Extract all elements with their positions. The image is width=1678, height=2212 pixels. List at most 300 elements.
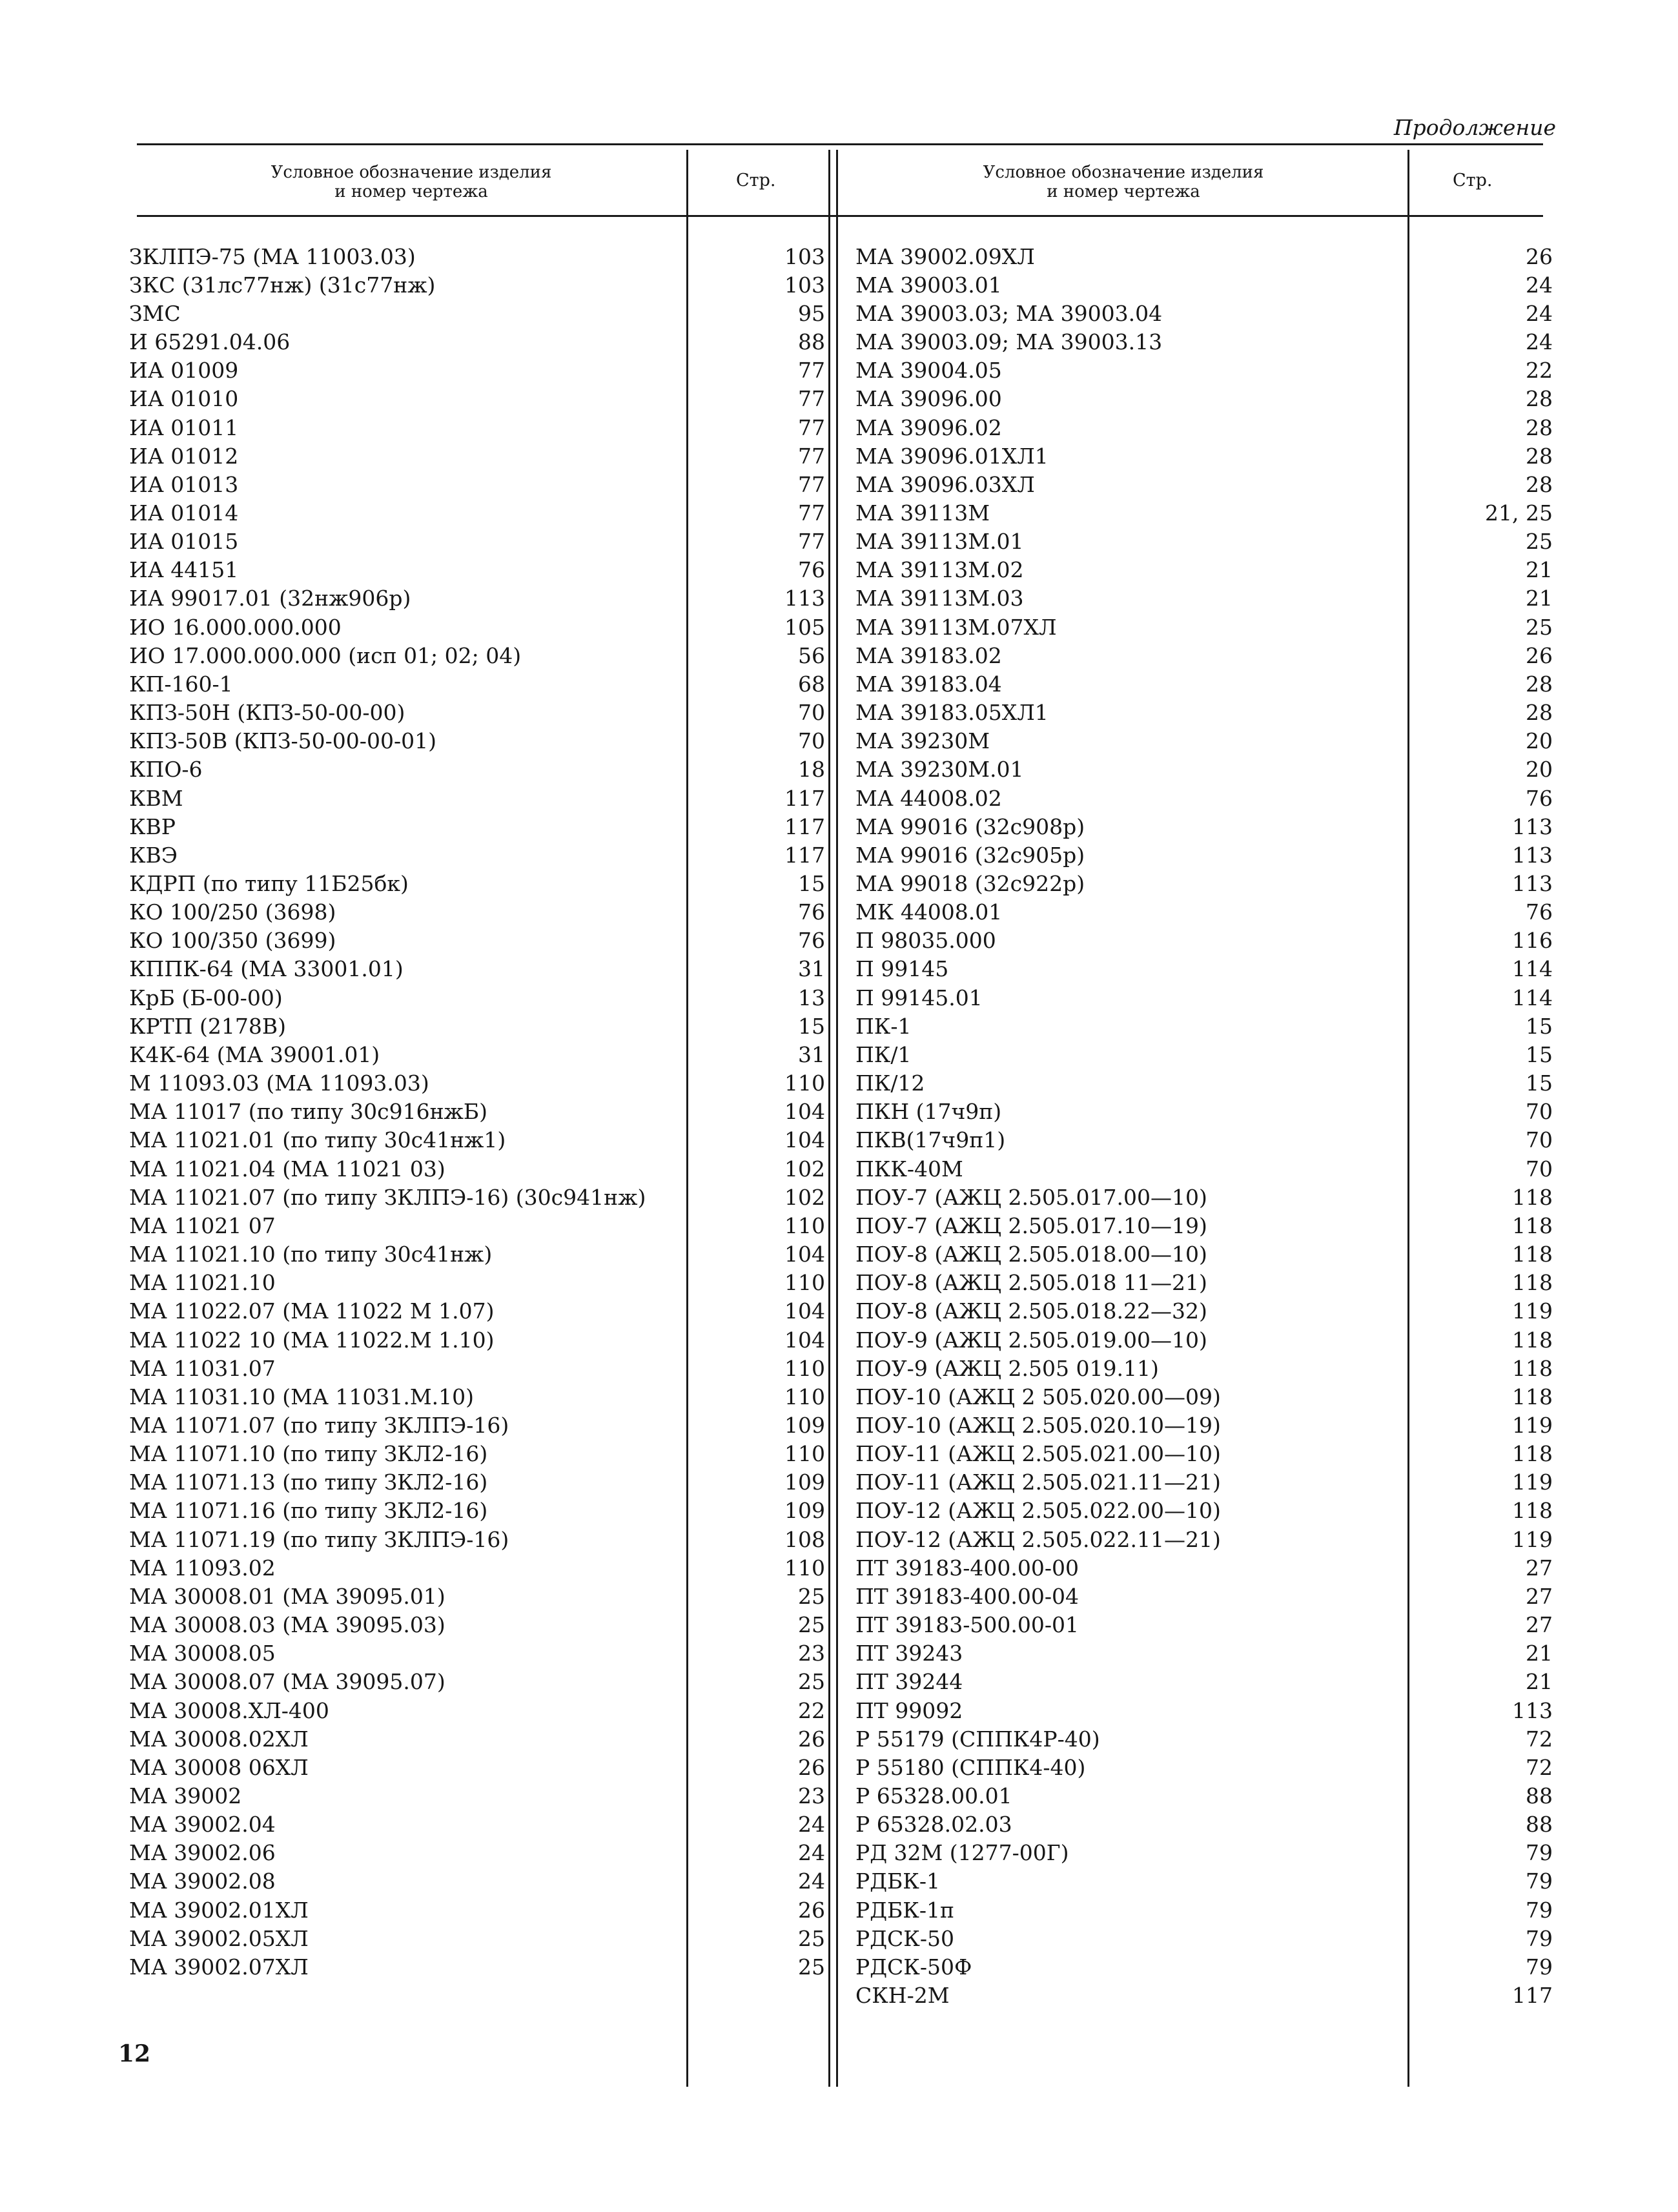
item-page: 27 xyxy=(1526,1612,1553,1638)
index-row xyxy=(855,1582,1553,1610)
index-row xyxy=(855,498,1553,527)
index-row xyxy=(855,1297,1553,1326)
item-page: 104 xyxy=(784,1327,825,1353)
item-page: 70 xyxy=(1526,1127,1553,1153)
item-page: 118 xyxy=(1512,1498,1553,1524)
item-page: 21 xyxy=(1526,1669,1553,1695)
item-designation: ИА 01015 xyxy=(129,529,239,555)
item-page: 113 xyxy=(784,586,825,611)
index-row xyxy=(129,641,825,670)
item-page: 110 xyxy=(784,1270,825,1296)
item-page: 118 xyxy=(1512,1327,1553,1353)
index-row xyxy=(129,1639,825,1668)
item-designation: ИА 01014 xyxy=(129,500,239,526)
item-designation: ПОУ-8 (АЖЦ 2.505.018.00—10) xyxy=(855,1242,1207,1267)
item-designation: МА 99018 (32с922р) xyxy=(855,871,1085,897)
item-page: 113 xyxy=(1512,842,1553,868)
index-row xyxy=(855,413,1553,442)
item-designation: КППК-64 (МА 33001.01) xyxy=(129,956,404,982)
item-page: 28 xyxy=(1526,415,1553,440)
item-page: 77 xyxy=(798,500,825,526)
item-page: 118 xyxy=(1512,1213,1553,1238)
item-designation: ПКН (17ч9п) xyxy=(855,1099,1002,1125)
index-row xyxy=(855,1382,1553,1411)
item-page: 24 xyxy=(798,1840,825,1866)
index-row xyxy=(855,784,1553,812)
index-row xyxy=(855,1639,1553,1668)
index-row xyxy=(129,1753,825,1781)
item-designation: МА 39004.05 xyxy=(855,358,1002,384)
item-page: 113 xyxy=(1512,814,1553,839)
index-row xyxy=(855,527,1553,556)
item-designation: МА 30008 06ХЛ xyxy=(129,1754,309,1780)
item-page: 117 xyxy=(784,785,825,811)
index-row xyxy=(129,927,825,955)
index-row xyxy=(129,1696,825,1725)
index-row xyxy=(129,1468,825,1497)
item-designation: ИА 01013 xyxy=(129,471,239,497)
index-row xyxy=(855,1354,1553,1382)
item-page: 76 xyxy=(798,557,825,583)
index-row xyxy=(855,1753,1553,1781)
item-page: 28 xyxy=(1526,471,1553,497)
item-designation: МА 39003.03; МА 39003.04 xyxy=(855,300,1163,326)
item-designation: МА 39096.02 xyxy=(855,415,1002,440)
item-page: 109 xyxy=(784,1412,825,1438)
index-row xyxy=(129,1382,825,1411)
item-designation: ИА 01012 xyxy=(129,443,239,469)
index-row xyxy=(129,1297,825,1326)
item-page: 15 xyxy=(1526,1070,1553,1096)
item-page: 25 xyxy=(798,1583,825,1609)
index-row xyxy=(129,442,825,470)
index-row xyxy=(129,1896,825,1924)
item-page: 104 xyxy=(784,1298,825,1324)
item-page: 27 xyxy=(1526,1555,1553,1581)
item-page: 22 xyxy=(1526,358,1553,384)
index-row xyxy=(129,1040,825,1069)
item-designation: МА 39003.01 xyxy=(855,272,1002,298)
item-page: 119 xyxy=(1512,1470,1553,1495)
item-page: 26 xyxy=(1526,243,1553,269)
item-page: 77 xyxy=(798,471,825,497)
item-designation: ИО 16.000.000.000 xyxy=(129,614,342,640)
item-page: 118 xyxy=(1512,1184,1553,1210)
item-page: 26 xyxy=(1526,642,1553,668)
item-designation: П 99145.01 xyxy=(855,985,983,1010)
index-row xyxy=(855,1781,1553,1810)
item-page: 56 xyxy=(798,642,825,668)
item-designation: МА 11071.07 (по типу ЗКЛПЭ-16) xyxy=(129,1412,509,1438)
item-designation: КрБ (Б-00-00) xyxy=(129,985,283,1010)
item-designation: МА 11021.01 (по типу 30с41нж1) xyxy=(129,1127,506,1153)
index-row xyxy=(129,1354,825,1382)
item-designation: ЗКС (31лс77нж) (31с77нж) xyxy=(129,272,436,298)
item-page: 117 xyxy=(784,814,825,839)
item-designation: ПТ 39183-400.00-04 xyxy=(855,1583,1079,1609)
item-page: 95 xyxy=(798,300,825,326)
item-page: 13 xyxy=(798,985,825,1010)
index-row xyxy=(855,1211,1553,1240)
item-page: 31 xyxy=(798,1041,825,1067)
item-designation: КПО-6 xyxy=(129,757,203,783)
item-designation: МА 39002.08 xyxy=(129,1869,276,1894)
item-designation: МА 39096.03ХЛ xyxy=(855,471,1035,497)
item-designation: РД 32М (1277-00Г) xyxy=(855,1840,1069,1866)
item-page: 110 xyxy=(784,1555,825,1581)
item-designation: КО 100/350 (3699) xyxy=(129,928,336,954)
item-page: 76 xyxy=(1526,899,1553,925)
index-row xyxy=(129,869,825,897)
item-page: 27 xyxy=(1526,1583,1553,1609)
index-row xyxy=(129,1098,825,1126)
index-row xyxy=(855,1411,1553,1439)
item-page: 24 xyxy=(798,1812,825,1838)
item-designation: МА 39113М xyxy=(855,500,990,526)
index-row xyxy=(129,1867,825,1896)
top-rule xyxy=(137,143,1543,145)
item-designation: ПОУ-8 (АЖЦ 2.505.018.22—32) xyxy=(855,1298,1207,1324)
item-page: 72 xyxy=(1526,1726,1553,1752)
index-row xyxy=(129,955,825,983)
index-row xyxy=(855,1952,1553,1981)
item-page: 15 xyxy=(1526,1013,1553,1039)
item-designation: МА 39183.04 xyxy=(855,671,1002,697)
index-row xyxy=(129,1326,825,1354)
item-page: 119 xyxy=(1512,1412,1553,1438)
item-designation: Р 55180 (СППК4-40) xyxy=(855,1754,1086,1780)
item-page: 28 xyxy=(1526,671,1553,697)
item-designation: МА 11071.10 (по типу ЗКЛ2-16) xyxy=(129,1441,488,1467)
index-row xyxy=(129,1582,825,1610)
item-page: 15 xyxy=(1526,1041,1553,1067)
index-row xyxy=(855,898,1553,927)
item-page: 113 xyxy=(1512,871,1553,897)
item-page: 77 xyxy=(798,529,825,555)
item-page: 70 xyxy=(1526,1156,1553,1182)
item-page: 76 xyxy=(1526,785,1553,811)
index-row xyxy=(129,1069,825,1098)
index-row xyxy=(129,327,825,356)
item-page: 76 xyxy=(798,899,825,925)
item-page: 20 xyxy=(1526,728,1553,754)
item-designation: МА 11071.19 (по типу ЗКЛПЭ-16) xyxy=(129,1526,509,1552)
item-page: 79 xyxy=(1526,1897,1553,1923)
index-row xyxy=(129,613,825,641)
index-row xyxy=(129,1611,825,1639)
item-page: 22 xyxy=(798,1697,825,1723)
item-designation: ИО 17.000.000.000 (исп 01; 02; 04) xyxy=(129,642,522,668)
item-page: 77 xyxy=(798,386,825,412)
item-page: 104 xyxy=(784,1242,825,1267)
item-designation: РДСК-50 xyxy=(855,1925,954,1951)
item-page: 25 xyxy=(798,1669,825,1695)
item-designation: МА 39096.00 xyxy=(855,386,1002,412)
item-designation: МА 11022.07 (МА 11022 М 1.07) xyxy=(129,1298,495,1324)
center-double-rule-b xyxy=(836,150,838,2087)
item-designation: ПОУ-8 (АЖЦ 2.505.018 11—21) xyxy=(855,1270,1207,1296)
item-page: 25 xyxy=(1526,529,1553,555)
item-designation: Р 65328.00.01 xyxy=(855,1783,1012,1809)
item-designation: МА 39230М xyxy=(855,728,990,754)
index-row xyxy=(855,1725,1553,1753)
index-row xyxy=(855,699,1553,727)
item-page: 119 xyxy=(1512,1526,1553,1552)
item-designation: КВЭ xyxy=(129,842,178,868)
item-designation: МА 30008.ХЛ-400 xyxy=(129,1697,329,1723)
index-row xyxy=(855,1440,1553,1468)
item-page: 110 xyxy=(784,1384,825,1409)
item-designation: КП-160-1 xyxy=(129,671,233,697)
item-designation: ПОУ-11 (АЖЦ 2.505.021.11—21) xyxy=(855,1470,1221,1495)
item-page: 15 xyxy=(798,1013,825,1039)
item-page: 28 xyxy=(1526,443,1553,469)
item-designation: КПЗ-50В (КПЗ-50-00-00-01) xyxy=(129,728,436,754)
item-designation: МА 11022 10 (МА 11022.М 1.10) xyxy=(129,1327,495,1353)
item-page: 118 xyxy=(1512,1355,1553,1381)
index-row xyxy=(855,556,1553,584)
item-designation: ПК-1 xyxy=(855,1013,912,1039)
item-designation: ЗКЛПЭ-75 (МА 11003.03) xyxy=(129,243,416,269)
index-row xyxy=(129,898,825,927)
item-designation: КВМ xyxy=(129,785,183,811)
item-page: 28 xyxy=(1526,386,1553,412)
item-designation: МА 11071.16 (по типу ЗКЛ2-16) xyxy=(129,1498,488,1524)
index-row xyxy=(129,584,825,613)
index-row xyxy=(855,1497,1553,1525)
item-page: 77 xyxy=(798,415,825,440)
item-page: 117 xyxy=(784,842,825,868)
item-designation: МА 39002.04 xyxy=(129,1812,276,1838)
index-row xyxy=(129,1440,825,1468)
item-page: 102 xyxy=(784,1156,825,1182)
item-page: 110 xyxy=(784,1213,825,1238)
item-designation: МА 44008.02 xyxy=(855,785,1002,811)
item-designation: МА 11071.13 (по типу ЗКЛ2-16) xyxy=(129,1470,488,1495)
item-page: 110 xyxy=(784,1441,825,1467)
index-row xyxy=(855,1154,1553,1183)
index-row xyxy=(855,470,1553,498)
index-row xyxy=(855,841,1553,869)
index-row xyxy=(129,556,825,584)
index-row xyxy=(129,271,825,299)
item-page: 21 xyxy=(1526,557,1553,583)
item-designation: Р 55179 (СППК4Р-40) xyxy=(855,1726,1100,1752)
index-row xyxy=(855,1896,1553,1924)
item-page: 77 xyxy=(798,443,825,469)
item-page: 88 xyxy=(798,329,825,355)
item-designation: МА 39183.05ХЛ1 xyxy=(855,700,1049,726)
index-row xyxy=(129,1725,825,1753)
item-designation: ИА 01011 xyxy=(129,415,239,440)
index-row xyxy=(855,1040,1553,1069)
item-designation: ПОУ-7 (АЖЦ 2.505.017.00—10) xyxy=(855,1184,1207,1210)
index-row xyxy=(855,271,1553,299)
header-bottom-rule xyxy=(137,215,1543,217)
index-row xyxy=(129,1126,825,1154)
index-row xyxy=(855,670,1553,698)
item-designation: ПТ 39243 xyxy=(855,1641,963,1666)
item-designation: ПОУ-9 (АЖЦ 2.505.019.00—10) xyxy=(855,1327,1207,1353)
item-designation: ПОУ-9 (АЖЦ 2.505 019.11) xyxy=(855,1355,1159,1381)
item-designation: МА 30008.07 (МА 39095.07) xyxy=(129,1669,445,1695)
index-row xyxy=(855,927,1553,955)
item-designation: П 99145 xyxy=(855,956,949,982)
item-designation: Р 65328.02.03 xyxy=(855,1812,1012,1838)
index-row xyxy=(129,699,825,727)
index-row xyxy=(129,755,825,784)
item-designation: МА 39002.05ХЛ xyxy=(129,1925,309,1951)
item-page: 72 xyxy=(1526,1754,1553,1780)
index-row xyxy=(129,1497,825,1525)
item-designation: МА 39003.09; МА 39003.13 xyxy=(855,329,1163,355)
left-index-list xyxy=(129,242,825,1982)
right-index-list xyxy=(855,242,1553,2010)
item-page: 103 xyxy=(784,272,825,298)
left-page-header: Стр. xyxy=(736,170,776,190)
index-row xyxy=(129,470,825,498)
index-row xyxy=(855,1012,1553,1040)
index-row xyxy=(129,1154,825,1183)
index-row xyxy=(129,670,825,698)
index-row xyxy=(855,869,1553,897)
index-row xyxy=(129,812,825,841)
item-designation: МА 39002.09ХЛ xyxy=(855,243,1035,269)
item-designation: МА 99016 (32с905р) xyxy=(855,842,1085,868)
item-page: 25 xyxy=(1526,614,1553,640)
item-page: 118 xyxy=(1512,1270,1553,1296)
index-row xyxy=(855,1924,1553,1952)
index-row xyxy=(129,1411,825,1439)
item-designation: МА 39113М.07ХЛ xyxy=(855,614,1057,640)
item-designation: КО 100/250 (3698) xyxy=(129,899,336,925)
index-row xyxy=(855,727,1553,755)
index-row xyxy=(855,1183,1553,1211)
index-row xyxy=(855,1098,1553,1126)
index-row xyxy=(129,1240,825,1268)
item-designation: ПТ 99092 xyxy=(855,1697,963,1723)
item-page: 113 xyxy=(1512,1697,1553,1723)
index-row xyxy=(129,299,825,327)
index-row xyxy=(855,1069,1553,1098)
item-page: 79 xyxy=(1526,1840,1553,1866)
index-row xyxy=(855,1269,1553,1297)
item-designation: МА 30008.01 (МА 39095.01) xyxy=(129,1583,445,1609)
item-page: 118 xyxy=(1512,1242,1553,1267)
item-page: 118 xyxy=(1512,1384,1553,1409)
item-page: 18 xyxy=(798,757,825,783)
item-page: 21 xyxy=(1526,1641,1553,1666)
item-designation: МА 30008.05 xyxy=(129,1641,276,1666)
item-designation: МА 39230М.01 xyxy=(855,757,1024,783)
index-row xyxy=(129,1525,825,1553)
item-page: 25 xyxy=(798,1954,825,1980)
item-designation: СКН-2М xyxy=(855,1983,950,2009)
item-page: 15 xyxy=(798,871,825,897)
item-designation: РДБК-1п xyxy=(855,1897,954,1923)
item-designation: ПКК-40М xyxy=(855,1156,963,1182)
item-designation: МК 44008.01 xyxy=(855,899,1003,925)
item-designation: ПК/12 xyxy=(855,1070,925,1096)
index-row xyxy=(855,613,1553,641)
item-designation: ЗМС xyxy=(129,300,181,326)
item-page: 70 xyxy=(798,728,825,754)
index-row xyxy=(855,983,1553,1012)
index-row xyxy=(855,242,1553,271)
index-row xyxy=(129,1269,825,1297)
index-row xyxy=(855,1810,1553,1839)
item-designation: РДБК-1 xyxy=(855,1869,940,1894)
item-designation: КВР xyxy=(129,814,176,839)
item-page: 21, 25 xyxy=(1485,500,1553,526)
index-row xyxy=(129,1781,825,1810)
item-page: 109 xyxy=(784,1498,825,1524)
index-row xyxy=(129,1924,825,1952)
index-row xyxy=(129,1839,825,1867)
item-page: 79 xyxy=(1526,1869,1553,1894)
item-designation: МА 11021.10 xyxy=(129,1270,276,1296)
item-designation: КДРП (по типу 11Б25бк) xyxy=(129,871,409,897)
item-page: 26 xyxy=(798,1726,825,1752)
index-row xyxy=(855,1611,1553,1639)
item-page: 20 xyxy=(1526,757,1553,783)
item-designation: МА 11031.10 (МА 11031.М.10) xyxy=(129,1384,474,1409)
item-designation: МА 11093.02 xyxy=(129,1555,276,1581)
item-page: 70 xyxy=(798,700,825,726)
index-row xyxy=(129,413,825,442)
index-row xyxy=(129,1952,825,1981)
item-page: 76 xyxy=(798,928,825,954)
item-page: 77 xyxy=(798,358,825,384)
index-row xyxy=(855,955,1553,983)
item-page: 114 xyxy=(1512,985,1553,1010)
item-designation: МА 39002 xyxy=(129,1783,242,1809)
item-page: 114 xyxy=(1512,956,1553,982)
item-designation: МА 11021.07 (по типу ЗКЛПЭ-16) (30с941нж) xyxy=(129,1184,646,1210)
index-row xyxy=(855,1839,1553,1867)
item-page: 31 xyxy=(798,956,825,982)
item-designation: КПЗ-50Н (КПЗ-50-00-00) xyxy=(129,700,405,726)
index-row xyxy=(129,983,825,1012)
index-row xyxy=(855,299,1553,327)
index-row xyxy=(129,1668,825,1696)
continuation-label: Продолжение xyxy=(1393,115,1556,140)
item-page: 79 xyxy=(1526,1925,1553,1951)
index-row xyxy=(129,727,825,755)
item-page: 119 xyxy=(1512,1298,1553,1324)
left-designation-header: Условное обозначение изделия и номер чертежа xyxy=(271,163,552,201)
item-designation: РДСК-50Ф xyxy=(855,1954,972,1980)
item-designation: ПОУ-7 (АЖЦ 2.505.017.10—19) xyxy=(855,1213,1207,1238)
index-row xyxy=(855,356,1553,385)
item-page: 68 xyxy=(798,671,825,697)
item-designation: ИА 44151 xyxy=(129,557,239,583)
index-row xyxy=(129,1012,825,1040)
item-designation: И 65291.04.06 xyxy=(129,329,291,355)
item-page: 105 xyxy=(784,614,825,640)
item-designation: МА 39002.01ХЛ xyxy=(129,1897,309,1923)
index-row xyxy=(129,385,825,413)
index-row xyxy=(855,1696,1553,1725)
item-designation: ИА 99017.01 (32нж906р) xyxy=(129,586,411,611)
item-designation: К4К-64 (МА 39001.01) xyxy=(129,1041,380,1067)
index-row xyxy=(129,527,825,556)
index-row xyxy=(855,1553,1553,1582)
item-designation: МА 39113М.03 xyxy=(855,586,1024,611)
item-page: 24 xyxy=(798,1869,825,1894)
item-page: 23 xyxy=(798,1783,825,1809)
item-designation: МА 39113М.01 xyxy=(855,529,1024,555)
